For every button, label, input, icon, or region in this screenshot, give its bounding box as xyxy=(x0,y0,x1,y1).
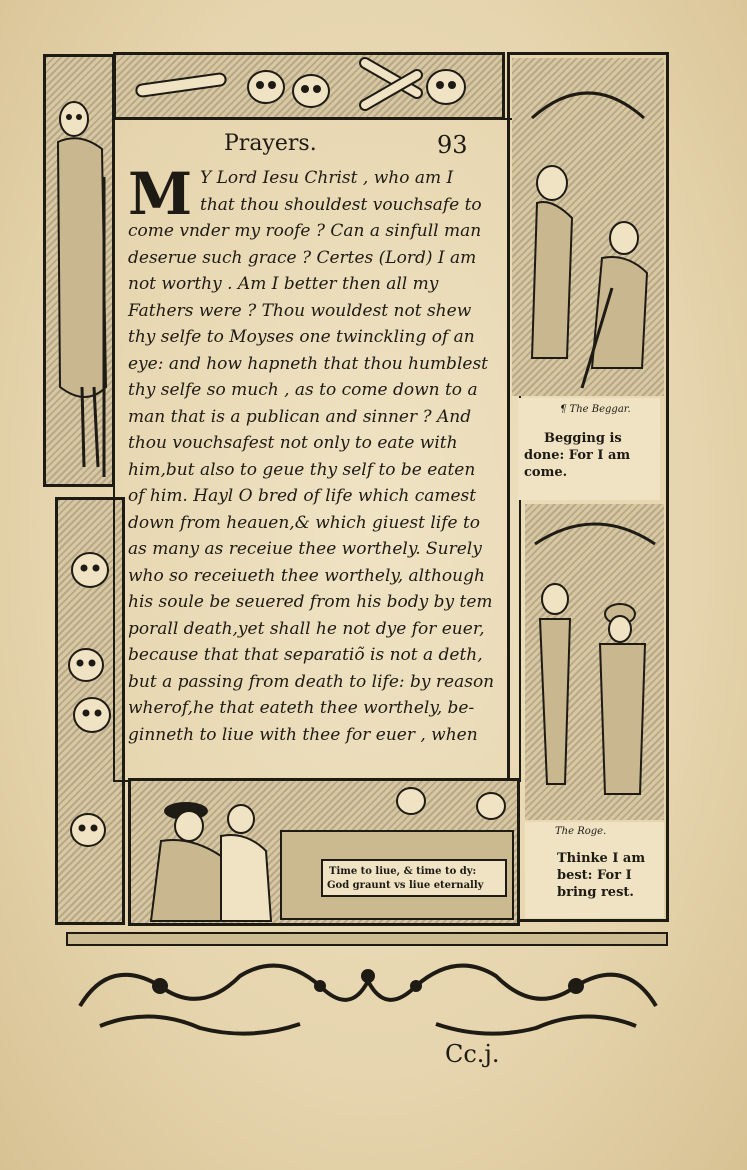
scrollwork-foliage-illustration xyxy=(70,946,666,1038)
prayer-line: deserue such grace ? Certes (Lord) I am xyxy=(128,247,477,268)
left-woodcut-death-figure xyxy=(43,54,115,487)
rogue-verse-line: bring rest. xyxy=(557,885,634,900)
prayer-line: Fathers were ? Thou wouldest not shew xyxy=(128,300,472,321)
motto-scroll xyxy=(321,859,507,897)
rogue-caption-panel xyxy=(525,822,664,918)
prayer-line: as many as receiue thee worthely. Surely xyxy=(128,539,482,559)
drop-cap-initial: M xyxy=(128,160,193,228)
rogue-woodcut xyxy=(525,504,664,820)
rogue-illustration xyxy=(525,504,664,820)
running-header-title: Prayers. xyxy=(224,131,317,156)
prayer-line: eye: and how hapneth that thou humblest xyxy=(128,353,488,374)
prayer-line: his soule be seuered from his body by tem xyxy=(128,592,493,612)
motto-line: Time to liue, & time to dy: xyxy=(329,866,477,877)
prayer-line: porall death,yet shall he not dye for euer, xyxy=(128,618,485,639)
beggar-verse-line: done: For I am xyxy=(524,448,631,463)
beggar-verse-line: come. xyxy=(524,465,568,480)
beggar-caption-panel xyxy=(518,398,660,500)
beggar-caption: ¶ The Beggar. xyxy=(560,404,631,415)
motto-line: God graunt vs liue eternally xyxy=(327,880,484,891)
prayer-line: that thou shouldest vouchsafe to xyxy=(200,194,482,215)
prayer-text-block xyxy=(128,160,513,748)
couple-and-death-illustration xyxy=(131,781,517,923)
prayer-line: who so receiueth thee worthely, although xyxy=(128,565,485,586)
prayer-line: come vnder my roofe ? Can a sinfull man xyxy=(128,221,482,241)
prayer-line: thy selfe so much , as to come down to a xyxy=(128,380,478,400)
prayer-line: thy selfe to Moyses one twinckling of an xyxy=(128,327,475,347)
prayer-line: down from heauen,& which giuest life to xyxy=(128,512,481,533)
prayer-line: Y Lord Iesu Christ , who am I xyxy=(200,168,454,188)
prayer-line: of him. Hayl O bred of life which camest xyxy=(128,486,477,506)
prayer-line: not worthy . Am I better then all my xyxy=(128,274,439,294)
top-woodcut-border xyxy=(113,52,505,120)
bottom-foliage-ornament xyxy=(70,946,666,1038)
prayer-line: because that that separatiõ is not a deth, xyxy=(128,645,483,665)
prayer-line: but a passing from death to life: by reason xyxy=(128,671,495,692)
prayer-line: man that is a publican and sinner ? And xyxy=(128,406,472,427)
death-figure-illustration xyxy=(46,57,112,484)
rogue-verse-line: best: For I xyxy=(557,868,632,883)
bottom-ornament-ledge xyxy=(66,932,668,946)
beggar-illustration xyxy=(512,58,664,396)
skull-and-bones-decoration xyxy=(116,55,502,117)
rogue-caption: The Roge. xyxy=(555,826,607,837)
page-number: 93 xyxy=(437,131,468,159)
beggar-woodcut xyxy=(512,58,664,396)
rogue-verse-line: Thinke I am xyxy=(557,851,646,866)
prayer-line: him,but also to geue thy self to be eaten xyxy=(128,459,476,480)
signature-mark: Cc.j. xyxy=(445,1040,500,1068)
prayer-line: wherof,he that eateth thee worthely, be- xyxy=(128,698,475,718)
prayer-line: ginneth to liue with thee for euer , when xyxy=(128,724,478,745)
beggar-verse-line: Begging is xyxy=(544,431,622,446)
prayer-line: thou vouchsafest not only to eate with xyxy=(128,433,458,453)
bottom-woodcut-couple xyxy=(128,778,520,926)
